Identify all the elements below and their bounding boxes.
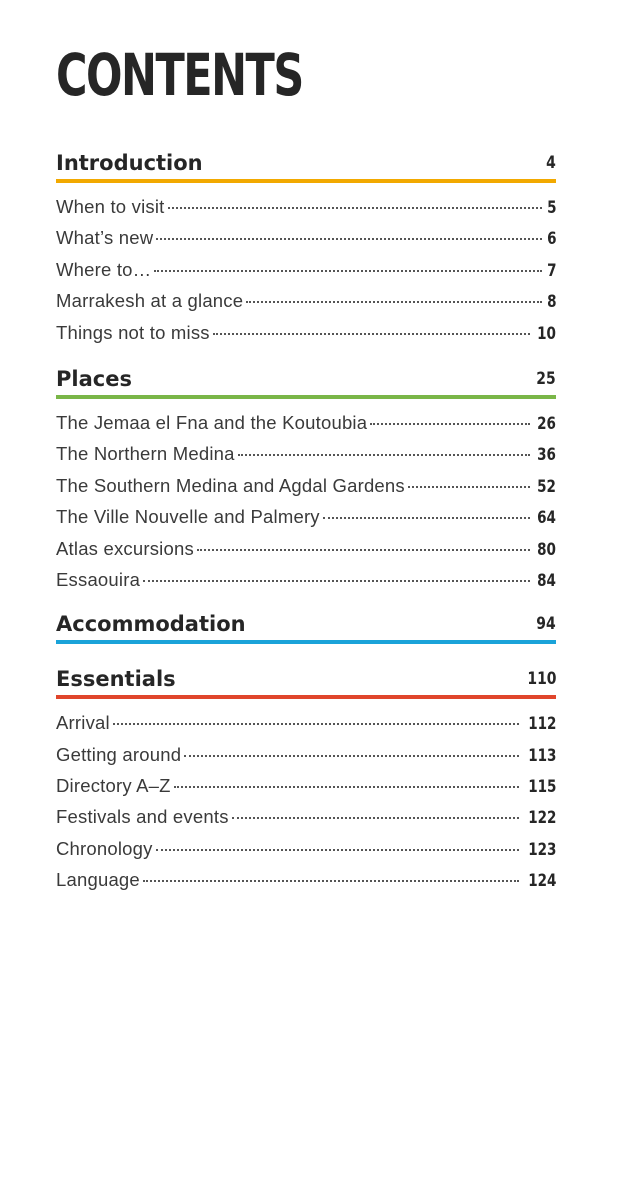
toc-entry[interactable] <box>56 191 556 222</box>
dot-leader <box>113 723 519 725</box>
dot-leader <box>197 549 530 551</box>
dot-leader <box>246 301 541 303</box>
toc-entry[interactable] <box>56 317 556 348</box>
section-header[interactable] <box>56 364 556 399</box>
section-accommodation <box>56 609 556 644</box>
dot-leader <box>213 333 530 335</box>
section-header[interactable] <box>56 609 556 644</box>
entry-page-number: 123 <box>527 839 556 859</box>
toc-entry[interactable] <box>56 739 556 770</box>
toc-entry[interactable] <box>56 285 556 316</box>
entry-page-number: 7 <box>546 260 556 280</box>
section-title: Places <box>56 366 132 391</box>
toc-entry[interactable] <box>56 770 556 801</box>
entry-label: Atlas excursions <box>56 537 194 559</box>
table-of-contents <box>56 148 556 896</box>
entry-label: Directory A–Z <box>56 775 171 797</box>
entry-page-number: 64 <box>537 508 556 528</box>
entry-page-number: 80 <box>537 539 556 559</box>
toc-entry[interactable] <box>56 222 556 253</box>
entry-list <box>56 407 556 595</box>
dot-leader <box>408 486 530 488</box>
toc-entry[interactable] <box>56 564 556 595</box>
entry-label: Chronology <box>56 837 153 859</box>
section-page-number: 25 <box>536 368 556 389</box>
entry-label: Arrival <box>56 712 110 734</box>
toc-entry[interactable] <box>56 707 556 738</box>
dot-leader <box>184 755 518 757</box>
dot-leader <box>143 580 530 582</box>
dot-leader <box>143 880 519 882</box>
entry-label: The Jemaa el Fna and the Koutoubia <box>56 411 368 433</box>
toc-entry[interactable] <box>56 864 556 895</box>
section-title: Introduction <box>56 151 203 175</box>
toc-entry[interactable] <box>56 501 556 532</box>
section-introduction <box>56 148 556 348</box>
toc-entry[interactable] <box>56 470 556 501</box>
entry-page-number: 10 <box>537 323 556 343</box>
dot-leader <box>174 786 519 788</box>
entry-label: Festivals and events <box>56 806 229 828</box>
section-header[interactable] <box>56 664 556 699</box>
entry-page-number: 36 <box>537 445 556 465</box>
dot-leader <box>238 454 530 456</box>
entry-page-number: 5 <box>546 198 556 217</box>
section-page-number: 94 <box>536 614 556 635</box>
toc-entry[interactable] <box>56 833 556 864</box>
dot-leader <box>323 517 530 519</box>
dot-leader <box>156 238 541 240</box>
entry-label: The Northern Medina <box>56 443 235 465</box>
toc-entry[interactable] <box>56 533 556 564</box>
entry-page-number: 6 <box>546 229 556 249</box>
dot-leader <box>156 849 519 851</box>
section-header[interactable] <box>56 148 556 183</box>
toc-entry[interactable] <box>56 407 556 438</box>
section-places <box>56 364 556 595</box>
entry-label: What’s new <box>56 227 154 249</box>
toc-entry[interactable] <box>56 801 556 832</box>
entry-label: Essaouira <box>56 568 141 590</box>
section-essentials <box>56 664 556 895</box>
entry-page-number: 112 <box>527 714 556 734</box>
entry-label: Getting around <box>56 743 182 765</box>
toc-entry[interactable] <box>56 438 556 469</box>
entry-page-number: 52 <box>537 476 556 496</box>
entry-label: The Ville Nouvelle and Palmery <box>56 506 320 528</box>
entry-page-number: 26 <box>537 413 556 433</box>
entry-page-number: 8 <box>546 292 556 312</box>
entry-list <box>56 707 556 895</box>
page-title: CONTENTS <box>56 41 303 109</box>
section-page-number: 110 <box>526 669 556 690</box>
entry-label: Where to… <box>56 258 152 280</box>
entry-label: When to visit <box>56 196 165 217</box>
section-title: Accommodation <box>56 612 246 637</box>
dot-leader <box>370 423 530 425</box>
dot-leader <box>232 817 519 819</box>
entry-label: Marrakesh at a glance <box>56 290 244 312</box>
entry-page-number: 113 <box>527 745 556 765</box>
entry-label: The Southern Medina and Agdal Gardens <box>56 474 405 496</box>
section-page-number: 4 <box>546 153 556 173</box>
dot-leader <box>154 270 541 272</box>
contents-page <box>56 40 556 896</box>
entry-page-number: 122 <box>527 808 556 828</box>
entry-page-number: 124 <box>527 871 556 891</box>
entry-label: Things not to miss <box>56 321 210 343</box>
dot-leader <box>168 207 542 209</box>
entry-label: Language <box>56 869 140 891</box>
entry-list <box>56 191 556 348</box>
entry-page-number: 84 <box>537 570 556 590</box>
entry-page-number: 115 <box>527 777 556 797</box>
section-title: Essentials <box>56 667 176 692</box>
toc-entry[interactable] <box>56 254 556 285</box>
